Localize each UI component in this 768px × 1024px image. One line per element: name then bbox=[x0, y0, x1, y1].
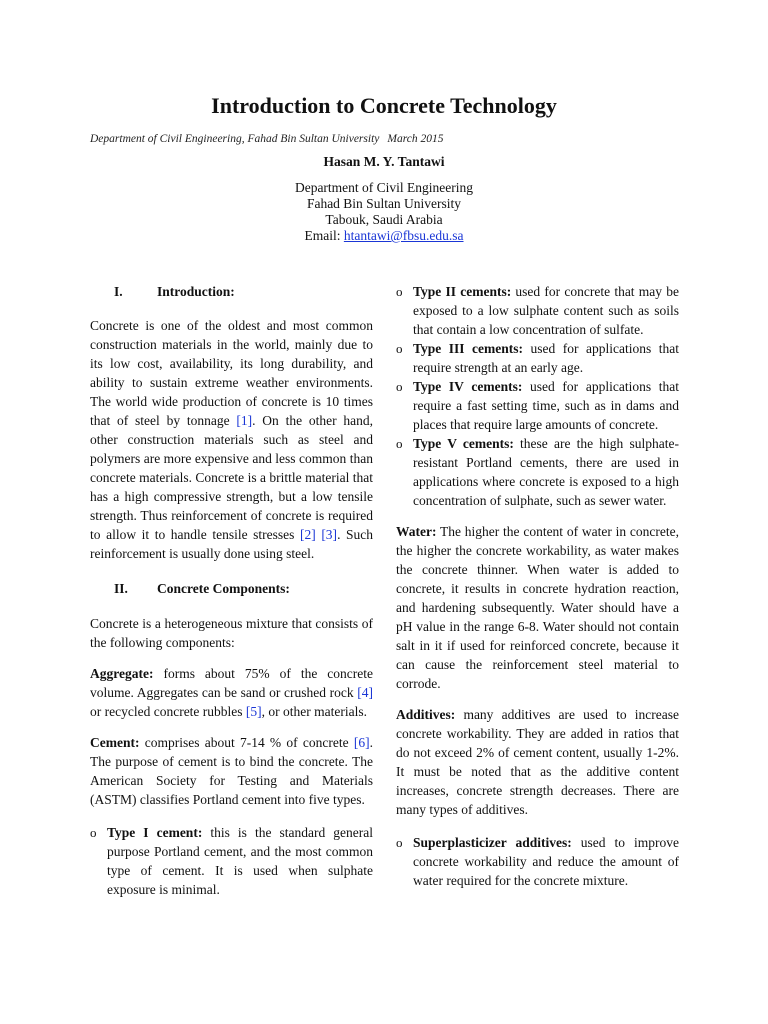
cement-type-item: o Type II cements: used for concrete that may be exposed to a low sulphate content such as soils that contain a low concentration of sulfate. bbox=[396, 284, 680, 337]
email-label: Email: bbox=[304, 228, 344, 243]
affiliation-line: Department of Civil Engineering bbox=[294, 180, 474, 195]
citation-link[interactable]: [3] bbox=[321, 527, 338, 542]
cement-type-label: Type I cement: bbox=[107, 825, 203, 840]
components-intro-paragraph: Concrete is a heterogeneous mixture that consists of the following components: bbox=[90, 616, 373, 650]
aggregate-label: Aggregate: bbox=[90, 666, 154, 681]
additives-paragraph: Additives: many additives are used to increase concrete workability. They are added in ratios that do not exceed 2% of cement content, usually 1-2%. It must be noted that as the additive content increases, concrete strength decreases. There are many types of additives. bbox=[396, 707, 679, 817]
aggregate-paragraph: Aggregate: forms about 75% of the concrete volume. Aggregates can be sand or crushed rock [4] or recycled concrete rubbles [5], or other materials. bbox=[90, 666, 373, 719]
section-number: II. bbox=[114, 581, 128, 596]
paper-title: Introduction to Concrete Technology bbox=[211, 93, 557, 118]
cement-types-list bbox=[396, 282, 679, 510]
citation-link[interactable]: [2] bbox=[299, 527, 316, 542]
additives-label: Additives: bbox=[396, 707, 456, 722]
header-date: March 2015 bbox=[387, 133, 444, 145]
cement-type-label: Type IV cements: bbox=[413, 379, 523, 394]
author-name: Hasan M. Y. Tantawi bbox=[323, 154, 445, 169]
citation-link[interactable]: [4] bbox=[357, 685, 373, 700]
bullet-icon: o bbox=[396, 436, 403, 451]
section-heading-introduction bbox=[114, 282, 373, 301]
cement-type-label: Type II cements: bbox=[413, 284, 512, 299]
citation-link[interactable]: [6] bbox=[353, 735, 370, 750]
cement-type-item: o Type III cements: used for applications that require strength at an early age. bbox=[396, 341, 679, 375]
left-column bbox=[90, 282, 373, 899]
cement-label: Cement: bbox=[90, 735, 140, 750]
additive-type-label: Superplasticizer additives: bbox=[413, 835, 572, 850]
cement-type-item: o Type I cement: this is the standard general purpose Portland cement, and the most common type of cement. It is used when sulphate exposure is minimal. bbox=[90, 825, 373, 897]
bullet-icon: o bbox=[396, 835, 403, 850]
bullet-icon: o bbox=[90, 825, 97, 840]
cement-type-item: o Type V cements: these are the high sulphate-resistant Portland cements, there are used in applications where concrete is exposed to a high concentration of sulphate, such as sewer water. bbox=[396, 436, 679, 508]
section-title: Introduction: bbox=[157, 284, 235, 299]
affiliation-line: Tabouk, Saudi Arabia bbox=[325, 212, 443, 227]
intro-paragraph: Concrete is one of the oldest and most common construction materials in the world, mainly due to its low cost, availability, its long durability, and ability to sustain extreme weather environments. The world wide production of concrete is 10 times that of steel by tonnage [1]. On the other hand, other construction materials such as steel and polymers are more expensive and less common than concrete materials. Concrete is a brittle material that has a high compressive strength, but a low tensile strength. Thus reinforcement of concrete is required to allow it to handle tensile stresses [2] [3]. Such reinforcement is usually done using steel. bbox=[90, 318, 374, 561]
water-paragraph: Water: The higher the content of water in concrete, the higher the concrete workability, as water makes the concrete thinner. When water is added to concrete, it results in concrete hydration reaction, and hardening subsequently. Water should have a pH value in the range 6-8. Water should not contain salt in it if used for reinforced concrete, because it can cause the reinforcement steel material to corrode. bbox=[396, 524, 679, 691]
section-heading-components bbox=[114, 579, 373, 598]
email-line bbox=[0, 228, 768, 244]
citation-link[interactable]: [5] bbox=[245, 704, 262, 719]
water-label: Water: bbox=[396, 524, 437, 539]
section-number: I. bbox=[114, 284, 123, 299]
additive-type-item: o Superplasticizer additives: used to improve concrete workability and reduce the amount of water required for the concrete mixture. bbox=[396, 835, 679, 888]
running-header bbox=[90, 133, 444, 145]
citation-link[interactable]: [1] bbox=[236, 413, 253, 428]
bullet-icon: o bbox=[396, 341, 403, 356]
author-affiliation bbox=[0, 180, 768, 244]
right-column bbox=[396, 282, 679, 890]
email-link[interactable]: htantawi@fbsu.edu.sa bbox=[343, 228, 464, 243]
bullet-icon: o bbox=[396, 379, 403, 394]
affiliation-line: Fahad Bin Sultan University bbox=[306, 196, 462, 211]
bullet-icon: o bbox=[396, 284, 403, 299]
cement-type-label: Type V cements: bbox=[413, 436, 514, 451]
section-title: Concrete Components: bbox=[157, 581, 290, 596]
cement-type-item: o Type IV cements: used for applications that require a fast setting time, such as in dams and places that require large amounts of concrete. bbox=[396, 379, 679, 432]
cement-paragraph: Cement: comprises about 7-14 % of concrete [6]. The purpose of cement is to bind the concrete. The American Society for Testing and Materials (ASTM) classifies Portland cement into five types. bbox=[90, 735, 373, 807]
cement-type-label: Type III cements: bbox=[413, 341, 523, 356]
header-affiliation: Department of Civil Engineering, Fahad Bin Sultan University bbox=[90, 133, 380, 145]
